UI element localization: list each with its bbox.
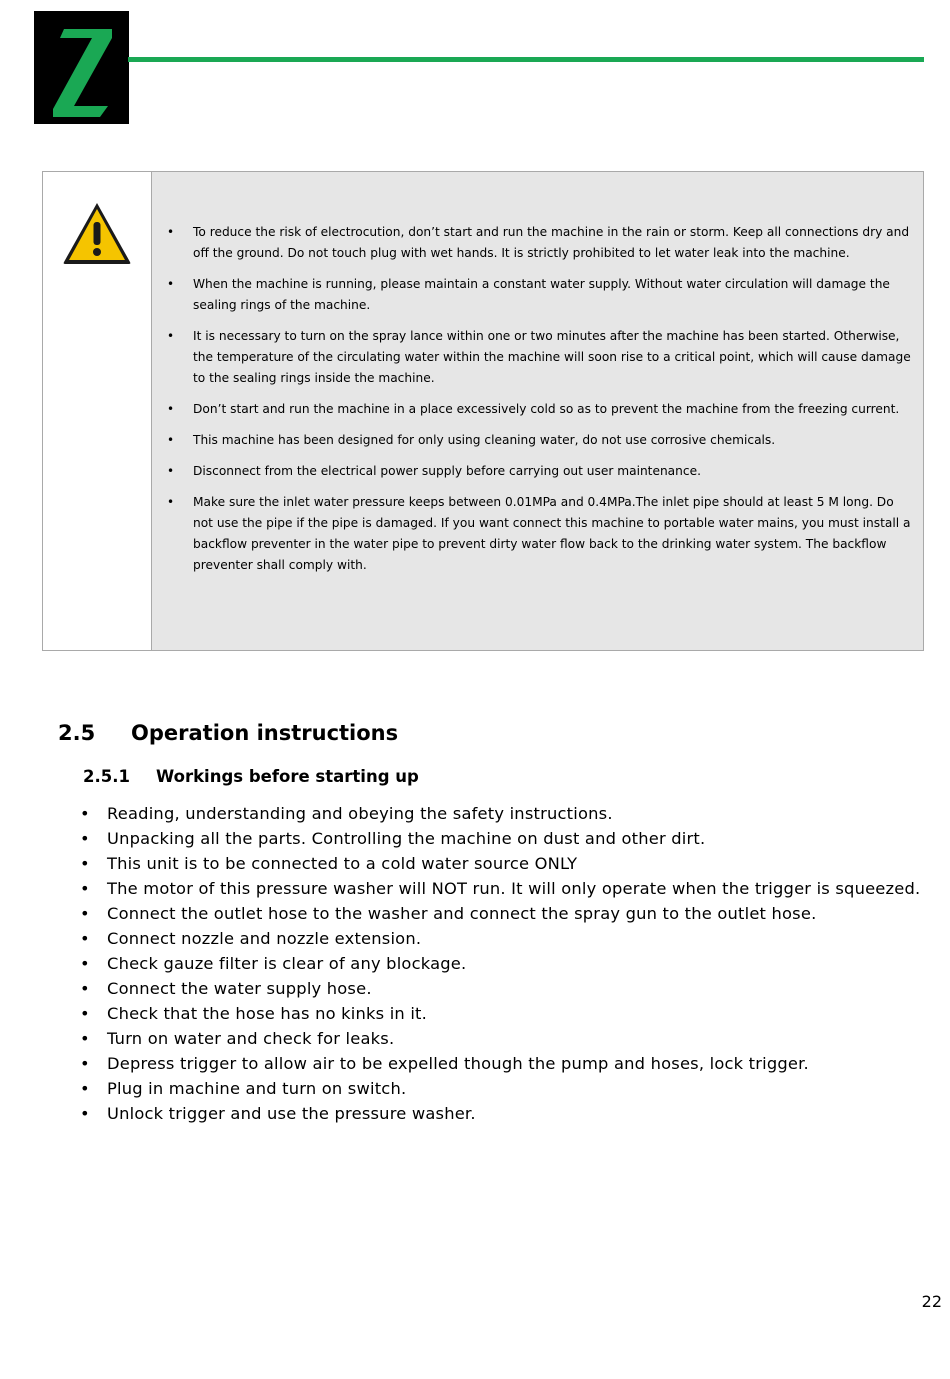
list-item: • Unlock trigger and use the pressure washer. xyxy=(80,1104,942,1124)
list-item: • Check gauze filter is clear of any blockage. xyxy=(80,954,942,974)
warning-triangle-icon xyxy=(61,200,133,266)
list-item: • Connect the water supply hose. xyxy=(80,979,942,999)
page-number: 22 xyxy=(921,1292,942,1311)
header-rule xyxy=(128,57,924,62)
section-heading xyxy=(58,721,398,745)
list-item: • Unpacking all the parts. Controlling the machine on dust and other dirt. xyxy=(80,829,942,849)
subsection-title: Workings before starting up xyxy=(156,767,419,786)
list-item: • Reading, understanding and obeying the safety instructions. xyxy=(80,804,942,824)
warning-item: • Don’t start and run the machine in a place excessively cold so as to prevent the machine from the freezing current. xyxy=(152,399,923,420)
warning-list xyxy=(152,222,923,586)
list-item: • The motor of this pressure washer will NOT run. It will only operate when the trigger is squeezed. xyxy=(80,879,942,899)
warning-box xyxy=(42,171,924,651)
warning-item: • It is necessary to turn on the spray lance within one or two minutes after the machine has been started. Otherwise, the temperature of the circulating water within the machine will soon rise to a critical point, which will cause damage to the sealing rings inside the machine. xyxy=(152,326,923,389)
warning-text-cell xyxy=(152,172,923,650)
company-logo-icon xyxy=(34,11,129,124)
warning-icon-cell xyxy=(43,172,152,650)
list-item: • Plug in machine and turn on switch. xyxy=(80,1079,942,1099)
warning-item: • Disconnect from the electrical power supply before carrying out user maintenance. xyxy=(152,461,923,482)
list-item: • Check that the hose has no kinks in it. xyxy=(80,1004,942,1024)
list-item: • Turn on water and check for leaks. xyxy=(80,1029,942,1049)
list-item: • This unit is to be connected to a cold water source ONLY xyxy=(80,854,942,874)
section-title: Operation instructions xyxy=(131,721,399,745)
subsection-number: 2.5.1 xyxy=(83,767,130,786)
warning-item: • When the machine is running, please maintain a constant water supply. Without water circulation will damage the sealing rings of the machine. xyxy=(152,274,923,316)
warning-item: • Make sure the inlet water pressure keeps between 0.01MPa and 0.4MPa.The inlet pipe should at least 5 M long. Do not use the pipe if the pipe is damaged. If you want connect this machine to portable water mains, you must install a backflow preventer in the water pipe to prevent dirty water flow back to the drinking water system. The backflow preventer shall comply with. xyxy=(152,492,923,576)
steps-list xyxy=(80,804,942,1129)
warning-item: • To reduce the risk of electrocution, don’t start and run the machine in the rain or storm. Keep all connections dry and off the ground. Do not touch plug with wet hands. It is strictly prohibited to let water leak into the machine. xyxy=(152,222,923,264)
subsection-heading xyxy=(83,767,419,786)
list-item: • Connect nozzle and nozzle extension. xyxy=(80,929,942,949)
section-number: 2.5 xyxy=(58,721,96,745)
list-item: • Depress trigger to allow air to be expelled though the pump and hoses, lock trigger. xyxy=(80,1054,942,1074)
warning-item: • This machine has been designed for only using cleaning water, do not use corrosive chemicals. xyxy=(152,430,923,451)
list-item: • Connect the outlet hose to the washer and connect the spray gun to the outlet hose. xyxy=(80,904,942,924)
